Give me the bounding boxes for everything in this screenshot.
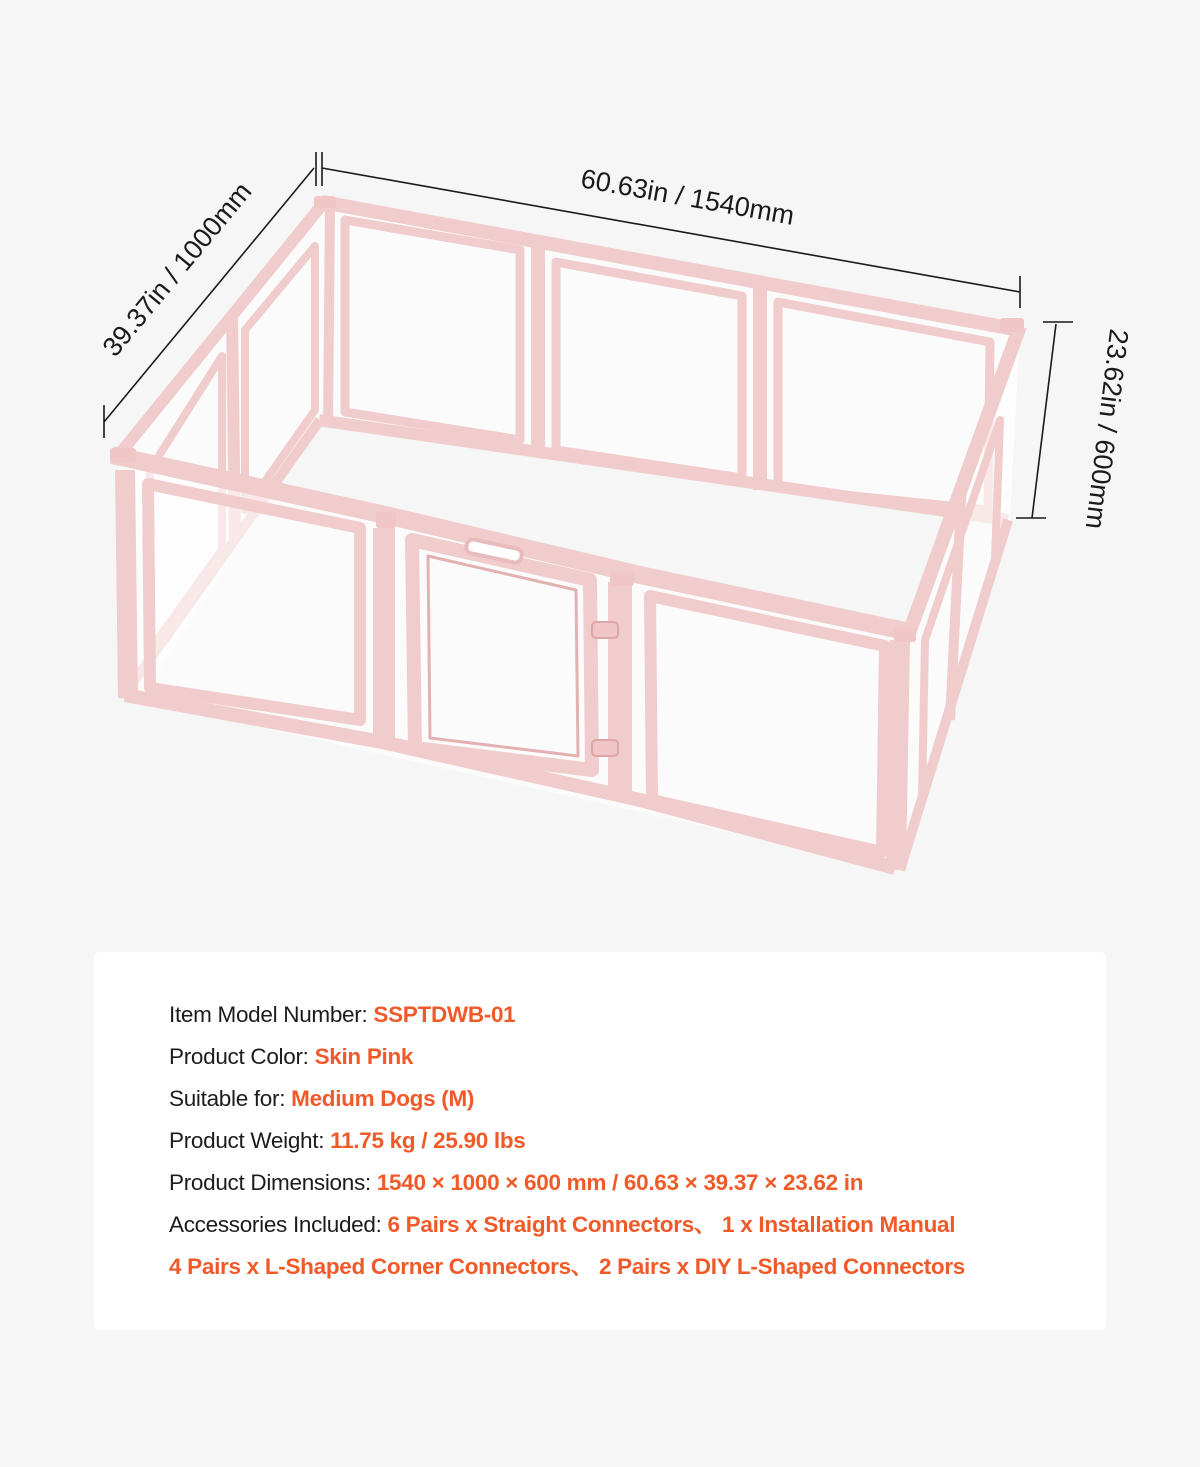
spec-label: Product Weight:: [169, 1128, 331, 1153]
height-label: 23.62in / 600mm: [1079, 327, 1135, 531]
spec-value: SSPTDWB-01: [373, 1002, 516, 1027]
spec-value: 1540 × 1000 × 600 mm / 60.63 × 39.37 × 23.62 in: [376, 1170, 864, 1195]
spec-value: 11.75 kg / 25.90 lbs: [330, 1128, 526, 1153]
spec-suitable-for: [169, 1078, 965, 1120]
spec-accessories: [169, 1204, 965, 1246]
spec-label: Suitable for:: [169, 1086, 292, 1111]
specifications-card: [94, 952, 1106, 1330]
width-label: 39.37in / 1000mm: [96, 176, 258, 363]
spec-label: Product Color:: [169, 1044, 315, 1069]
spec-label: Accessories Included:: [169, 1212, 388, 1237]
spec-product-weight: [169, 1120, 965, 1162]
length-label: 60.63in / 1540mm: [578, 163, 797, 231]
height-dimension: [1016, 322, 1134, 531]
spec-value: 6 Pairs x Straight Connectors、 1 x Installation Manual: [387, 1212, 956, 1237]
spec-value: Skin Pink: [314, 1044, 414, 1069]
spec-label: Product Dimensions:: [169, 1170, 377, 1195]
specifications-list: [169, 994, 965, 1288]
spec-label: Item Model Number:: [169, 1002, 374, 1027]
spec-product-dimensions: [169, 1162, 965, 1204]
spec-model-number: [169, 994, 965, 1036]
back-wall: [318, 200, 1020, 520]
spec-accessories-continued: [169, 1246, 965, 1288]
spec-value: 4 Pairs x L-Shaped Corner Connectors、 2 Pairs x DIY L-Shaped Connectors: [169, 1254, 965, 1279]
spec-product-color: [169, 1036, 965, 1078]
spec-value: Medium Dogs (M): [291, 1086, 475, 1111]
